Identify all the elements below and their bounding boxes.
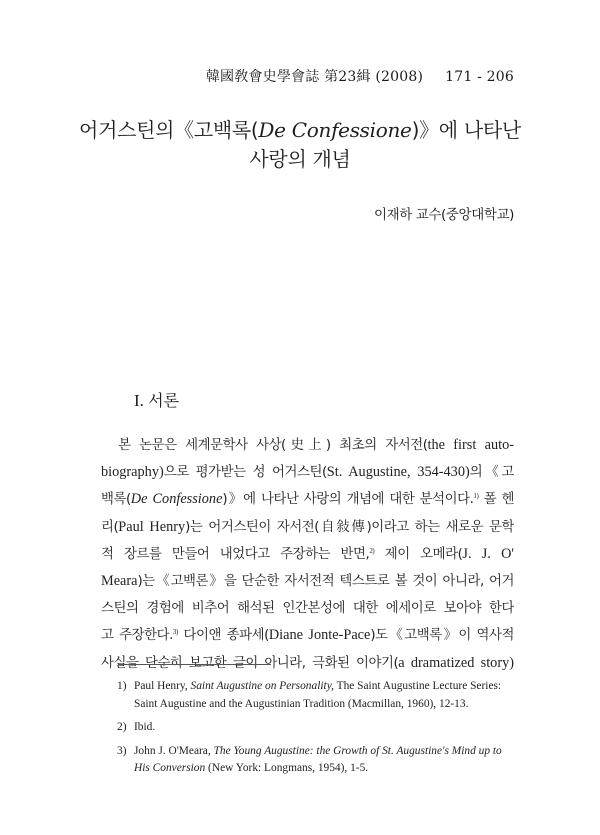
footnote-text: The Saint Augustine Lecture Series: Saint Augustine and the Augustinian Tradition (Macmillan, 1960), 12-13. (134, 680, 502, 710)
section-heading (134, 388, 179, 411)
footnote-ref: 1) (473, 492, 479, 501)
text-run: Diane Jonte-Pace (268, 627, 371, 644)
body-line (101, 568, 514, 595)
body-line (101, 432, 514, 459)
body-line (101, 514, 514, 541)
text-run: 다이앤 종파세( (177, 628, 269, 644)
text-run: 본 논문은 세계문학사 사상(史上) 최초의 자서전( (118, 438, 428, 453)
text-run: Meara (101, 572, 138, 589)
title-line-2: 사랑의 개념 (249, 147, 351, 171)
text-run: 의《고 (469, 465, 514, 481)
body-line (101, 486, 514, 513)
footnote-italic: The Young Augustine: the Growth of St. Augustine's Mind up to His Conversion (134, 744, 502, 774)
text-run: )도《고백록》이 역사적 (370, 628, 514, 644)
text-run: J. J. O' (462, 545, 514, 562)
journal-citation: 韓國敎會史學會誌 第23緝 (2008) (205, 69, 424, 85)
text-run: 고 주장한다. (101, 628, 173, 644)
footnotes (117, 678, 517, 784)
footnote-text: (New York: Longmans, 1954), 1-5. (205, 762, 369, 774)
text-run: 백록( (101, 492, 131, 508)
text-run: 사실을 단순히 보고한 글이 아니라, 극화된 이야기( (101, 655, 399, 671)
footnote-ref: 3) (172, 628, 178, 637)
article-title (0, 116, 600, 174)
text-run: 폴 헨 (478, 492, 514, 508)
title-latin: De Confessione (258, 118, 412, 142)
footnote-divider (118, 664, 271, 665)
footnote-ref: 2) (369, 546, 375, 555)
text-run: 적 장르를 만들어 내었다고 주장하는 반면, (101, 546, 370, 562)
text-run: De Confessione (130, 491, 223, 508)
text-run: )는《고백론》을 단순한 자서전적 텍스트로 볼 것이 아니라, 어거 (137, 573, 514, 589)
section-numeral: I. (134, 391, 144, 410)
title-part: 어거스틴의《고백록( (79, 118, 259, 142)
text-run: a dramatized story) (398, 654, 514, 671)
text-run: 제이 오메라( (374, 546, 463, 562)
footnote-1 (117, 678, 517, 713)
body-line (101, 595, 514, 622)
footnote-text: Paul Henry, (134, 680, 191, 692)
footnote-number: 3) (117, 744, 127, 757)
text-run: 으로 평가받는 성 어거스틴( (163, 465, 327, 481)
title-line-1 (0, 116, 600, 145)
page-range: 171 - 206 (445, 69, 514, 85)
body-line (101, 459, 514, 486)
text-run: Paul Henry (118, 518, 186, 535)
footnote-number: 2) (117, 721, 127, 733)
body-text (101, 432, 514, 677)
text-run: )는 어거스틴이 자서전(自敍傳)이라고 하는 새로운 문학 (185, 519, 514, 535)
title-part: )》에 나타난 (411, 118, 521, 142)
body-line (101, 622, 514, 649)
footnote-text: John J. O'Meara, (134, 744, 214, 757)
body-line (101, 541, 514, 568)
text-run: 스틴의 경험에 비추어 해석된 인간본성에 대한 에세이로 보아야 한다 (101, 601, 514, 617)
footnote-number: 1) (117, 680, 127, 692)
footnote-text: Ibid. (134, 721, 156, 733)
text-run: St. Augustine, 354-430) (326, 464, 470, 481)
journal-header (206, 66, 514, 86)
footnote-3 (117, 743, 517, 778)
section-title: 서론 (148, 391, 180, 410)
text-run: biography) (101, 464, 164, 481)
text-run: the first auto- (427, 437, 514, 453)
text-run: )》에 나타난 사랑의 개념에 대한 분석이다. (222, 492, 474, 508)
author-affiliation: 이재하 교수(중앙대학교) (373, 207, 514, 223)
footnote-italic: Saint Augustine on Personality, (190, 680, 334, 692)
text-run: 리( (101, 519, 119, 535)
footnote-2 (117, 719, 517, 737)
